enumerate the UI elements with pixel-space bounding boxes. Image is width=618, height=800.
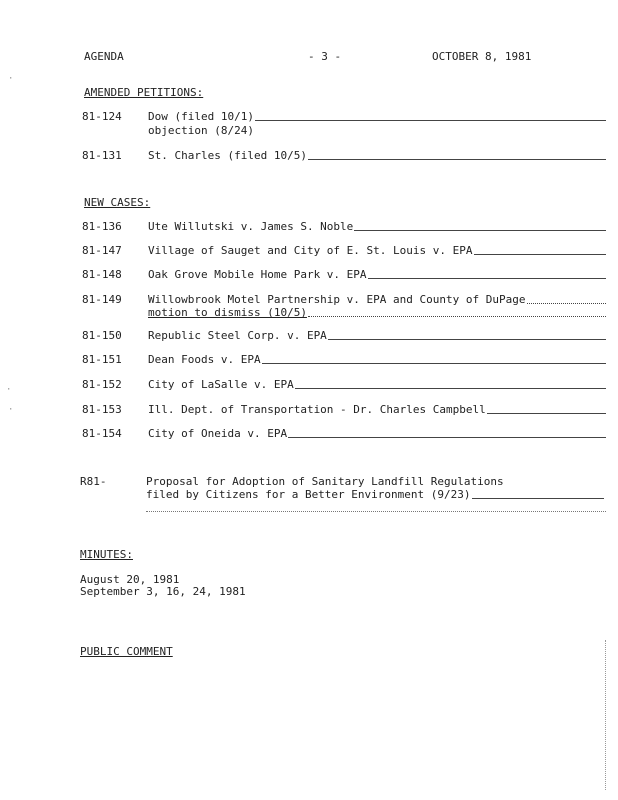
case-title: Willowbrook Motel Partnership v. EPA and County of DuPage [148, 293, 526, 306]
fill-line [487, 413, 606, 414]
fill-line [255, 120, 606, 121]
case-title: Republic Steel Corp. v. EPA [148, 329, 327, 342]
fill-line [146, 511, 606, 512]
list-item [82, 353, 606, 366]
list-item [82, 403, 606, 416]
case-number: 81-149 [82, 293, 122, 306]
fill-line [308, 316, 606, 317]
regulation-note: filed by Citizens for a Better Environment (9/23) [146, 488, 471, 501]
case-number: 81-136 [82, 220, 122, 233]
list-item [82, 220, 606, 233]
fill-line [328, 339, 606, 340]
case-number: 81-131 [82, 149, 122, 162]
regulation-number: R81- [80, 475, 107, 488]
fill-line [474, 254, 606, 255]
new-cases-heading: NEW CASES: [84, 196, 151, 209]
header-page-number: - 3 - [308, 50, 342, 63]
fill-line [288, 437, 606, 438]
case-number: 81-148 [82, 268, 122, 281]
header-date: OCTOBER 8, 1981 [432, 50, 532, 63]
header-agenda: AGENDA [84, 50, 124, 63]
case-note-row [148, 306, 606, 319]
fill-line [472, 498, 604, 499]
scan-speck: · [8, 74, 14, 84]
case-title: Ill. Dept. of Transportation - Dr. Charles Campbell [148, 403, 486, 416]
fill-line [354, 230, 606, 231]
minutes-date: September 3, 16, 24, 1981 [80, 585, 246, 598]
list-item [82, 293, 606, 306]
case-note: motion to dismiss (10/5) [148, 306, 307, 319]
case-title: St. Charles (filed 10/5) [148, 149, 307, 162]
regulation-item [80, 475, 540, 488]
regulation-note-row [146, 488, 604, 501]
scan-speck: · [6, 385, 12, 395]
fill-line [262, 363, 606, 364]
scan-edge-mark [605, 640, 606, 790]
scan-speck: · [8, 405, 14, 415]
case-number: 81-154 [82, 427, 122, 440]
case-title: City of Oneida v. EPA [148, 427, 288, 440]
list-item [82, 378, 606, 391]
list-item [82, 110, 606, 123]
fill-line [527, 303, 607, 304]
case-title: Dean Foods v. EPA [148, 353, 261, 366]
case-title: Ute Willutski v. James S. Noble [148, 220, 354, 233]
case-title: City of LaSalle v. EPA [148, 378, 294, 391]
amended-petitions-heading: AMENDED PETITIONS: [84, 86, 204, 99]
fill-line [368, 278, 606, 279]
case-number: 81-124 [82, 110, 122, 123]
regulation-title: Proposal for Adoption of Sanitary Landfill Regulations [146, 475, 504, 488]
case-note: objection (8/24) [148, 124, 254, 137]
minutes-date: August 20, 1981 [80, 573, 180, 586]
case-number: 81-152 [82, 378, 122, 391]
list-item [82, 427, 606, 440]
list-item [82, 268, 606, 281]
case-number: 81-151 [82, 353, 122, 366]
case-number: 81-153 [82, 403, 122, 416]
public-comment-heading: PUBLIC COMMENT [80, 645, 173, 658]
case-title: Dow (filed 10/1) [148, 110, 254, 123]
case-title: Village of Sauget and City of E. St. Louis v. EPA [148, 244, 473, 257]
list-item [82, 329, 606, 342]
fill-line [295, 388, 606, 389]
case-number: 81-150 [82, 329, 122, 342]
case-title: Oak Grove Mobile Home Park v. EPA [148, 268, 367, 281]
case-number: 81-147 [82, 244, 122, 257]
minutes-heading: MINUTES: [80, 548, 133, 561]
list-item [82, 149, 606, 162]
list-item [82, 244, 606, 257]
fill-line [308, 159, 606, 160]
